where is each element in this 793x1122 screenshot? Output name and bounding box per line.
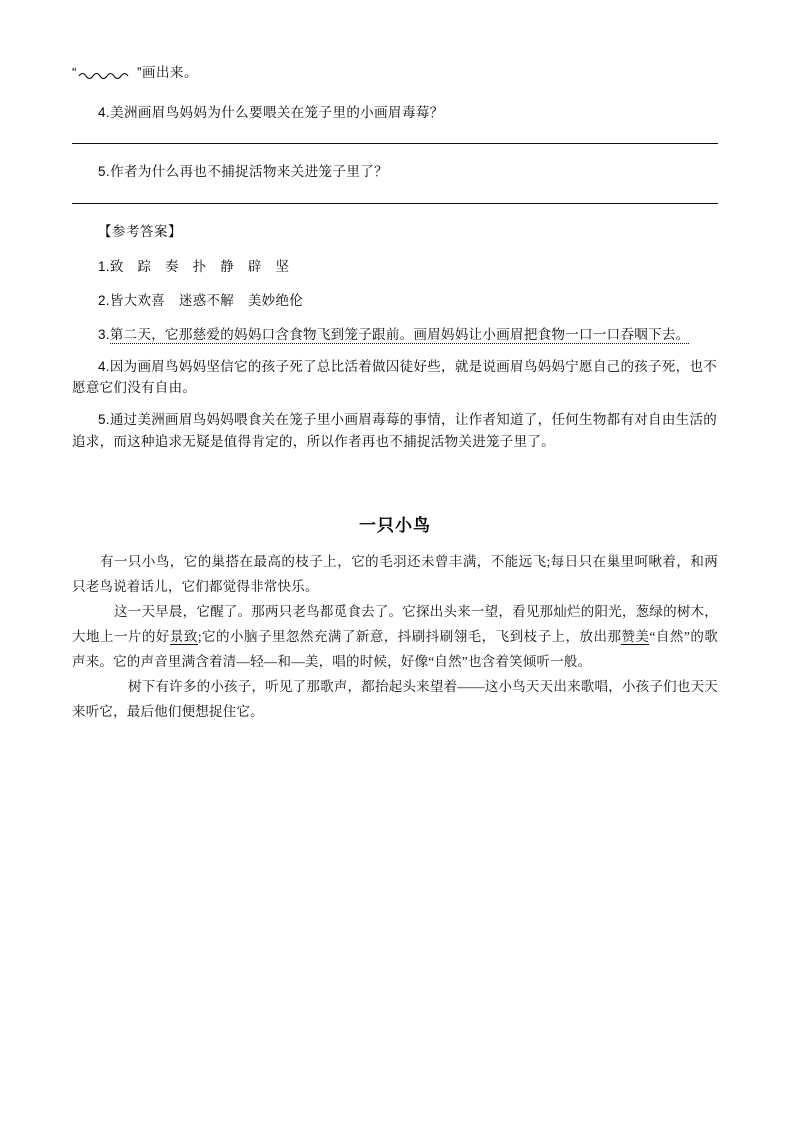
answer-text-3: 第二天，它那慈爱的妈妈口含食物飞到笼子跟前。画眉妈妈让小画眉把食物一口一口吞咽下去。 — [109, 326, 690, 342]
question-number-5: 5. — [98, 164, 111, 179]
spacer-2 — [72, 312, 718, 324]
story-p2-part-1: 这一天早晨，它醒了。那两只老鸟都觅食去了。它探出头来一望，看见那灿烂的阳光，葱绿的树木，大地上一片的好 — [72, 603, 718, 644]
answer-item-3 — [72, 324, 718, 346]
answer-text-4: 因为画眉鸟妈妈坚信它的孩子死了总比活着做囚徒好些，就是说画眉鸟妈妈宁愿自己的孩子死，也不愿意它们没有自由。 — [72, 358, 718, 396]
answer-item-2 — [72, 290, 718, 312]
story-paragraph-3 — [72, 675, 718, 725]
story-p2-part-3: ;它的小脑子里忽然充满了新意，抖刷抖刷翎毛，飞到枝子上，放出那 — [197, 628, 622, 644]
wavy-underline-mark — [78, 68, 136, 78]
spacer-before-story — [72, 453, 718, 511]
spacer-after-story-title — [72, 536, 718, 550]
answer-key-heading: 【参考答案】 — [98, 223, 182, 239]
quote-instruction-tail: 画出来。 — [142, 65, 198, 80]
page-content — [72, 66, 718, 725]
answer-text-1: 致 踪 奏 扑 静 辟 坚 — [109, 259, 290, 274]
question-number-4: 4. — [98, 104, 111, 120]
spacer-1 — [72, 278, 718, 290]
question-text-4: 美洲画眉鸟妈妈为什么要喂关在笼子里的小画眉毒莓？ — [110, 104, 444, 120]
story-p2-part-5: “自然”的歌声来。它的声音里满含着清—轻—和—美，唱的时候，好像“自然”也含着笑倾听一般。 — [72, 628, 719, 669]
answer-number-2: 2. — [98, 292, 110, 308]
answer-number-4: 4. — [98, 358, 110, 374]
spacer-after-answer-heading — [72, 238, 718, 256]
story-p2-underlined-zanmei: 赞美 — [621, 628, 650, 644]
spacer-3 — [72, 346, 718, 356]
story-p1-text: 有一只小鸟，它的巢搭在最高的枝子上，它的毛羽还未曾丰满，不能远飞;每日只在巢里呵啾着，和两只老鸟说着话儿，它们都觉得非常快乐。 — [72, 554, 718, 594]
answer-number-5: 5. — [98, 412, 110, 428]
question-item-5 — [72, 165, 718, 179]
story-title: 一只小鸟 — [359, 516, 431, 536]
answer-text-5: 通过美洲画眉鸟妈妈喂食关在笼子里小画眉毒莓的事情，让作者知道了，任何生物都有对自由生活的追求，而这种追求无疑是值得肯定的，所以作者再也不捕捉活物关进笼子里了。 — [72, 412, 718, 450]
answer-number-1: 1. — [98, 259, 110, 274]
answer-item-1 — [72, 256, 718, 278]
answer-number-3: 3. — [98, 326, 110, 342]
spacer-after-rule-4 — [72, 144, 718, 165]
close-quote-mark: ” — [137, 65, 142, 80]
open-quote-mark: “ — [72, 65, 77, 80]
story-p3-text: 树下有许多的小孩子，听见了那歌声，都抬起头来望着——这小鸟天天出来歌唱，小孩子们也天天来听它，最后他们便想捉住它。 — [72, 678, 718, 719]
spacer-4 — [72, 399, 718, 409]
story-body — [72, 550, 718, 725]
answer-text-2: 皆大欢喜 迷惑不解 美妙绝伦 — [109, 292, 304, 308]
worksheet-section — [72, 66, 718, 453]
quote-instruction-line — [72, 66, 718, 80]
story-p2-underlined-jingzhi: 景致 — [169, 628, 198, 644]
answer-item-4 — [72, 356, 718, 400]
answer-item-5 — [72, 409, 718, 453]
story-paragraph-2 — [72, 600, 718, 675]
question-item-4 — [72, 106, 718, 120]
story-paragraph-1 — [72, 550, 718, 600]
spacer-after-rule-5 — [72, 204, 718, 225]
question-text-5: 作者为什么再也不捕捉活物来关进笼子里了？ — [110, 164, 389, 179]
